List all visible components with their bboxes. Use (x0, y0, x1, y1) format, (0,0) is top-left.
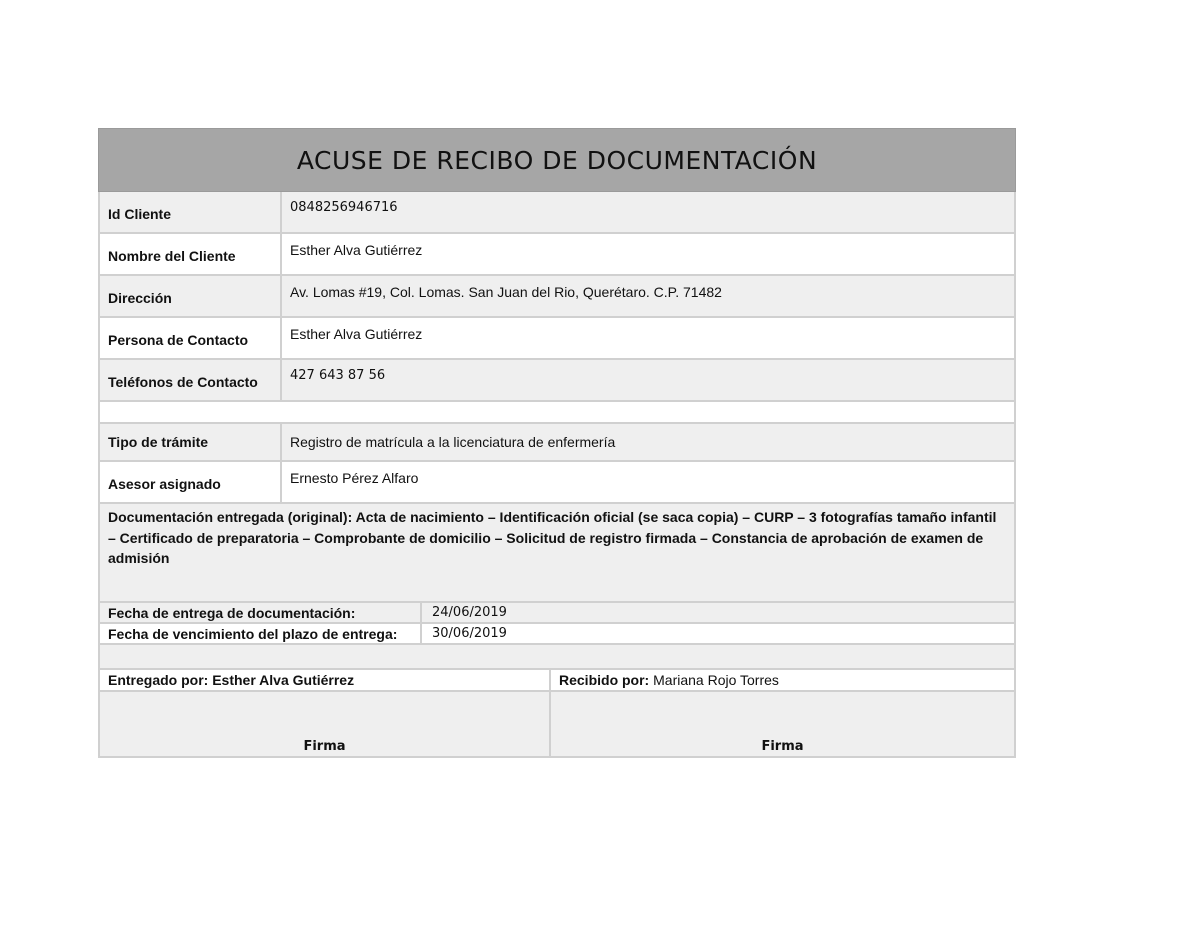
documentacion-row (98, 504, 1016, 603)
recibido-name: Mariana Rojo Torres (653, 672, 779, 688)
recibido-cell (551, 670, 1014, 690)
fecha-value: 24/06/2019 (432, 605, 507, 620)
field-value: Esther Alva Gutiérrez (290, 326, 423, 342)
field-value: Ernesto Pérez Alfaro (290, 470, 419, 486)
field-row-asesor (98, 462, 1016, 504)
documentacion-text: Documentación entregada (original): Acta de nacimiento – Identificación oficial (se saca copia) – CURP – 3 fotografías tamaño infantil – Certificado de preparatoria – Comprobante de domicilio – Solicitud de registro firmada – Constancia de aprobación de examen de admisión (108, 509, 997, 566)
title-bar (98, 128, 1016, 192)
field-label: Id Cliente (100, 192, 282, 232)
firma-recibido-cell (551, 692, 1014, 756)
entrega-recibo-row (98, 670, 1016, 692)
fecha-entrega-row (98, 603, 1016, 624)
field-row-telefonos (98, 360, 1016, 402)
field-value: 427 643 87 56 (290, 368, 386, 383)
acuse-form (98, 128, 1016, 758)
recibido-label: Recibido por: (559, 672, 650, 688)
field-row-nombre-cliente (98, 234, 1016, 276)
field-row-direccion (98, 276, 1016, 318)
field-label: Persona de Contacto (100, 318, 282, 358)
firma-entregado-cell (100, 692, 551, 756)
fecha-vencimiento-row (98, 624, 1016, 645)
field-label: Teléfonos de Contacto (100, 360, 282, 400)
fecha-label: Fecha de entrega de documentación: (100, 603, 422, 622)
form-title: ACUSE DE RECIBO DE DOCUMENTACIÓN (296, 145, 818, 175)
fecha-value: 30/06/2019 (432, 626, 507, 641)
field-label: Dirección (100, 276, 282, 316)
firma-label: Firma (303, 739, 346, 754)
field-value: Av. Lomas #19, Col. Lomas. San Juan del Rio, Querétaro. C.P. 71482 (290, 284, 722, 300)
field-label: Asesor asignado (100, 462, 282, 502)
spacer-row (98, 402, 1016, 424)
entregado-cell (100, 670, 551, 690)
field-label: Tipo de trámite (100, 424, 282, 460)
firma-row (98, 692, 1016, 758)
field-value: Esther Alva Gutiérrez (290, 242, 423, 258)
field-label: Nombre del Cliente (100, 234, 282, 274)
field-row-id-cliente (98, 192, 1016, 234)
field-row-tipo-tramite (98, 424, 1016, 462)
entregado-label: Entregado por: Esther Alva Gutiérrez (108, 672, 355, 688)
spacer-row (98, 645, 1016, 670)
field-value: 0848256946716 (290, 200, 398, 215)
fecha-label: Fecha de vencimiento del plazo de entrega: (100, 624, 422, 643)
firma-label: Firma (761, 739, 804, 754)
field-value: Registro de matrícula a la licenciatura de enfermería (290, 434, 616, 450)
field-row-persona-contacto (98, 318, 1016, 360)
